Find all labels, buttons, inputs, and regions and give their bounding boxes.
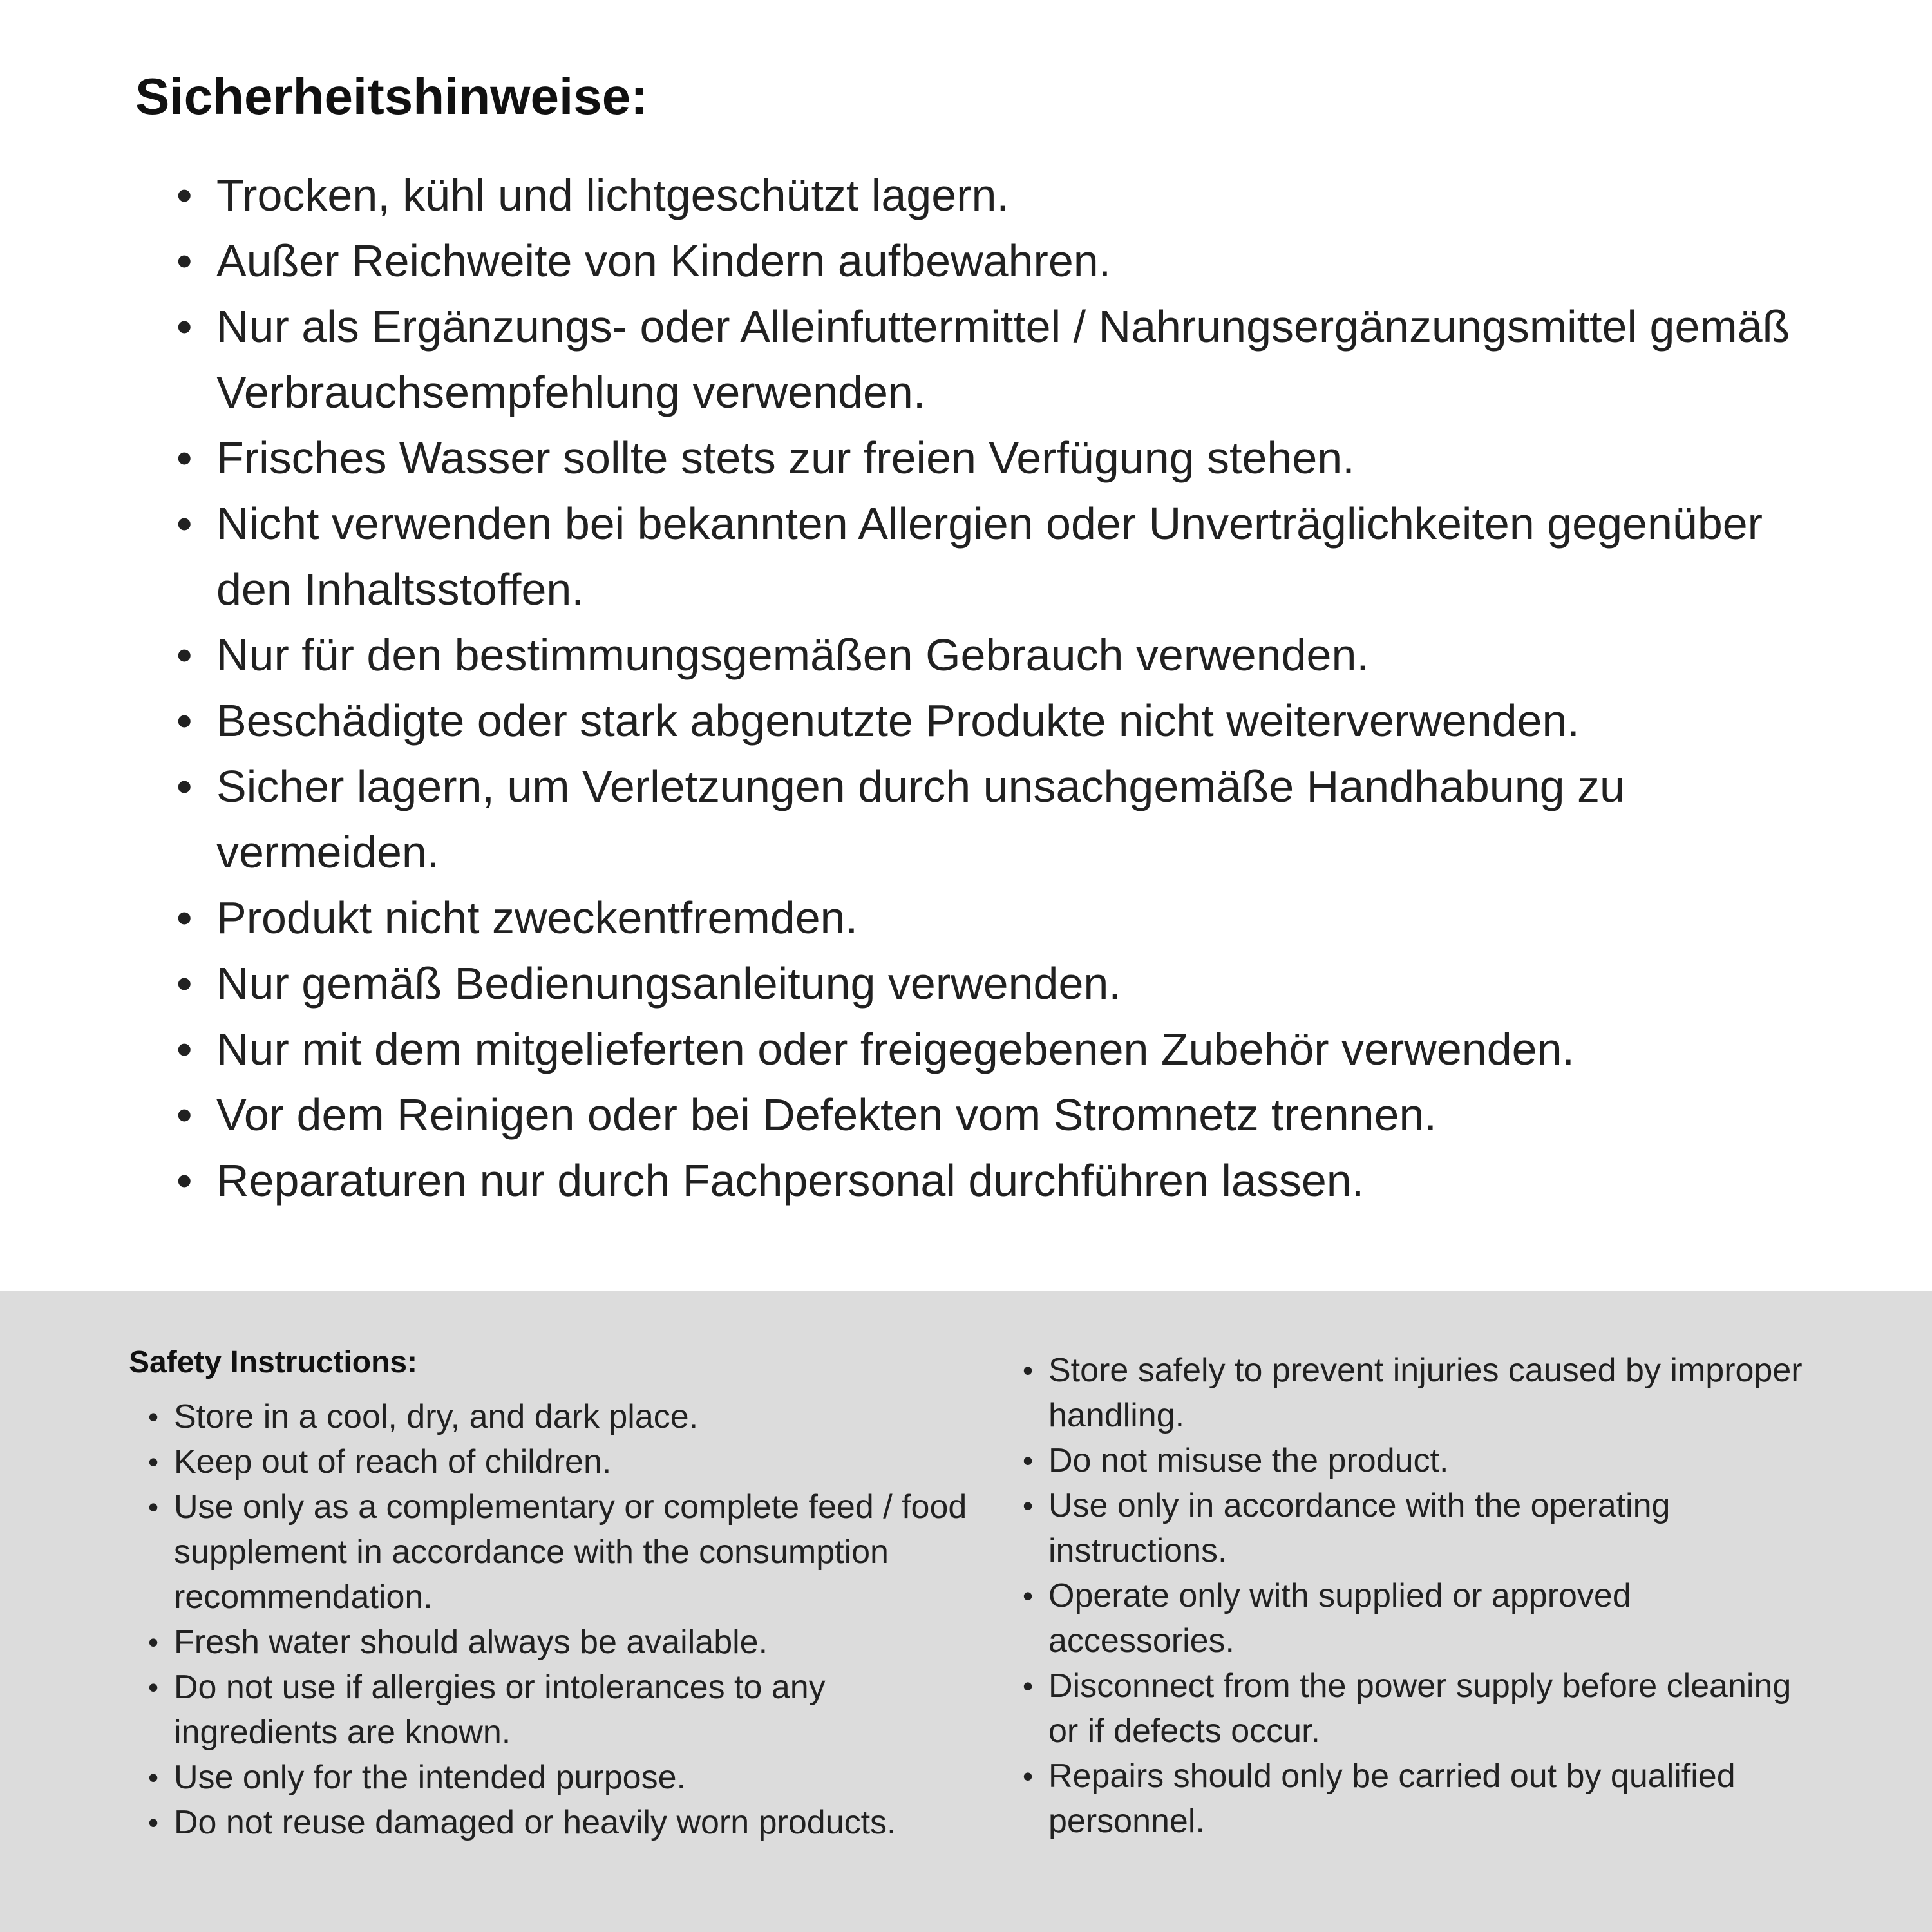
- german-list-item: • Vor dem Reinigen oder bei Defekten vom Stromnetz trennen.: [176, 1082, 1823, 1148]
- german-list: [135, 162, 1823, 1213]
- english-list-item: • Use only in accordance with the operating instructions.: [1023, 1483, 1815, 1573]
- english-left-column: [129, 1343, 992, 1845]
- english-section: [0, 1291, 1932, 1932]
- english-list-item: • Use only for the intended purpose.: [148, 1755, 992, 1800]
- english-list-item: • Disconnect from the power supply before cleaning or if defects occur.: [1023, 1663, 1815, 1754]
- german-list-item: • Nur gemäß Bedienungsanleitung verwenden.: [176, 951, 1823, 1016]
- english-list-item: • Fresh water should always be available.: [148, 1620, 992, 1665]
- english-list-item: • Do not misuse the product.: [1023, 1438, 1815, 1483]
- english-list-item: • Repairs should only be carried out by qualified personnel.: [1023, 1754, 1815, 1844]
- english-list-item: • Store safely to prevent injuries caused by improper handling.: [1023, 1348, 1815, 1438]
- german-list-item: • Nur für den bestimmungsgemäßen Gebrauch verwenden.: [176, 622, 1823, 688]
- german-list-item: • Nicht verwenden bei bekannten Allergien oder Unverträglichkeiten gegenüber den Inhaltsstoffen.: [176, 491, 1823, 622]
- german-list-item: • Sicher lagern, um Verletzungen durch unsachgemäße Handhabung zu vermeiden.: [176, 753, 1823, 885]
- english-right-column: [1023, 1348, 1815, 1844]
- german-section: [135, 64, 1823, 1213]
- english-list-item: • Keep out of reach of children.: [148, 1439, 992, 1484]
- english-list-item: • Operate only with supplied or approved accessories.: [1023, 1573, 1815, 1663]
- english-title: Safety Instructions:: [129, 1345, 418, 1379]
- german-list-item: • Trocken, kühl und lichtgeschützt lagern.: [176, 162, 1823, 228]
- german-title: Sicherheitshinweise:: [135, 68, 648, 125]
- english-right-list: [1023, 1348, 1815, 1844]
- german-list-item: • Produkt nicht zweckentfremden.: [176, 885, 1823, 951]
- german-list-item: • Nur mit dem mitgelieferten oder freigegebenen Zubehör verwenden.: [176, 1016, 1823, 1082]
- english-list-item: • Use only as a complementary or complete feed / food supplement in accordance with the consumption recommendation.: [148, 1484, 992, 1620]
- german-list-item: • Außer Reichweite von Kindern aufbewahren.: [176, 228, 1823, 294]
- german-list-item: • Reparaturen nur durch Fachpersonal durchführen lassen.: [176, 1148, 1823, 1213]
- english-list-item: • Store in a cool, dry, and dark place.: [148, 1394, 992, 1439]
- german-list-item: • Nur als Ergänzungs- oder Alleinfuttermittel / Nahrungsergänzungsmittel gemäß Verbrauchsempfehlung verwenden.: [176, 294, 1823, 425]
- german-list-item: • Beschädigte oder stark abgenutzte Produkte nicht weiterverwenden.: [176, 688, 1823, 753]
- german-list-item: • Frisches Wasser sollte stets zur freien Verfügung stehen.: [176, 425, 1823, 491]
- english-list-item: • Do not use if allergies or intolerances to any ingredients are known.: [148, 1665, 992, 1755]
- english-left-list: [129, 1394, 992, 1845]
- english-list-item: • Do not reuse damaged or heavily worn products.: [148, 1800, 992, 1845]
